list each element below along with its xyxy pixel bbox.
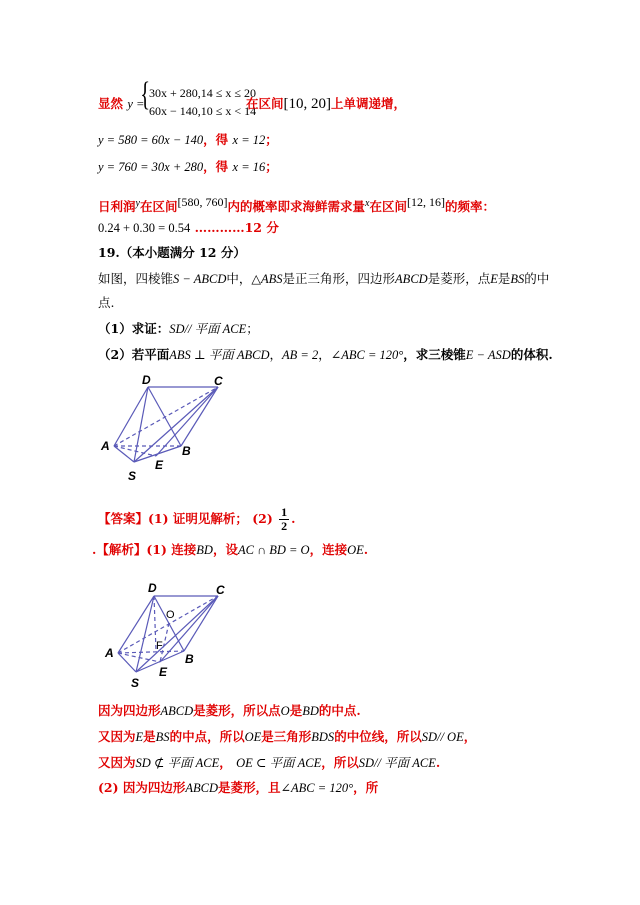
part-math: ABS ⊥ 平面 ABCD [169, 348, 270, 362]
analysis-tag: 【解析】 [96, 542, 147, 557]
proof-math: BD [302, 704, 319, 718]
part-text: ， [318, 347, 331, 362]
label-C: C [214, 374, 223, 388]
proof-math: BDS [311, 730, 335, 744]
proof-text: (2) 因为四边形 [98, 780, 186, 795]
proof-text: ， [219, 755, 232, 770]
label-S: S [128, 469, 137, 483]
analysis-text: (1) 连接 [146, 542, 197, 557]
proof-text: 是 [289, 703, 303, 718]
solution-line-monotonic [98, 95, 144, 113]
proof-math: O [280, 704, 290, 718]
text-a: 日利润 [98, 199, 136, 215]
stem-text: 是正三角形，四边形 [282, 271, 396, 286]
edge-AD [118, 596, 154, 653]
label-A: A [105, 646, 114, 660]
label-D: D [142, 373, 151, 387]
proof-text: 是菱形，所以点 [193, 703, 281, 718]
math-result: x = 16 [232, 160, 266, 174]
edge-AC [114, 387, 218, 446]
fraction-numerator: 1 [281, 505, 288, 519]
proof-text: ，所以 [321, 755, 359, 770]
stem-text: 是 [497, 271, 511, 286]
proof-text: 是 [143, 729, 156, 744]
proof-math: ∠ABC = 120° [280, 781, 354, 795]
proof-math: ABCD [185, 781, 219, 795]
piecewise-brace: { [140, 76, 151, 113]
question-part-2 [98, 346, 553, 364]
analysis-dot: . [92, 542, 97, 557]
proof-text: 因为四边形 [98, 703, 161, 718]
label-E: E [159, 665, 168, 679]
proof-text: 又因为 [98, 755, 136, 770]
proof-text: ， [463, 729, 477, 744]
proof-math: OE [244, 730, 262, 744]
text-prefix: 显然 [98, 96, 124, 111]
edge-AB [118, 651, 184, 653]
text-mid: ，得 [203, 132, 229, 147]
proof-math: SD// OE [421, 730, 464, 744]
proof-math: BS [155, 730, 170, 744]
proof-text: 的中点. [318, 703, 361, 718]
solution-line-x16 [98, 158, 278, 176]
stem-text: 中， [226, 271, 252, 286]
stem-math: S − ABCD [173, 272, 227, 286]
proof-text: 是菱形，且 [218, 780, 281, 795]
part-text: ； [246, 321, 259, 336]
math-y: y [135, 198, 140, 209]
analysis-text: ，连接 [309, 542, 348, 557]
answer-tag: 【答案】 [98, 511, 149, 526]
proof-text: 又因为 [98, 729, 136, 744]
part-text: ， [269, 347, 283, 362]
solution-line-sum [98, 219, 279, 237]
question-stem-line1 [98, 270, 549, 288]
text-e: 的频率： [444, 199, 495, 215]
proof-math: ABCD [160, 704, 194, 718]
math-interval-1: [580, 760] [177, 195, 228, 209]
label-C: C [216, 583, 225, 597]
answer-fraction [279, 506, 289, 533]
label-F: F [156, 640, 163, 652]
piecewise-case-2: 60x − 140,10 ≤ x < 14 [149, 104, 257, 118]
math-x: x [365, 198, 370, 209]
stem-math: △ABS [251, 272, 283, 286]
label-O: O [166, 609, 175, 621]
analysis-math: BD [196, 543, 213, 557]
answer-part1: (1) 证明见解析； [148, 511, 248, 526]
stem-math: E [490, 272, 498, 286]
stem-math: ABCD [395, 272, 428, 286]
stem-text: 是菱形，点 [427, 271, 491, 286]
label-D: D [148, 581, 157, 595]
answer-end: . [291, 511, 296, 526]
score-note: …………12 分 [194, 220, 279, 235]
proof-line-1 [98, 702, 361, 720]
text-mid: 在区间 [246, 96, 284, 111]
proof-text: ，所 [353, 780, 379, 795]
text-end: ； [265, 159, 278, 174]
part-math: ∠ABC = 120° [330, 348, 404, 362]
analysis-line [92, 541, 368, 559]
math-interval: [10, 20] [283, 96, 332, 112]
question-stem-line2: 点. [98, 295, 115, 310]
proof-text: . [435, 755, 441, 770]
edge-CS [136, 596, 218, 672]
part-text: （2）若平面 [98, 347, 170, 362]
answer-line [98, 506, 296, 533]
answer-part2: (2) [252, 511, 273, 526]
fraction-denominator: 2 [281, 519, 288, 533]
solution-line-x12 [98, 131, 278, 149]
analysis-text: ，设 [212, 542, 238, 557]
text-end: ； [265, 132, 278, 147]
analysis-math: AC ∩ BD = O [237, 543, 310, 557]
part-math: SD// 平面 ACE [169, 322, 247, 336]
question-part-1 [98, 320, 259, 338]
math-interval-2: [12, 16] [406, 195, 445, 209]
part-text: （1）求证： [98, 321, 170, 336]
text-b: 在区间 [139, 199, 178, 215]
edge-CB [181, 387, 218, 446]
piecewise-case-1: 30x + 280,14 ≤ x ≤ 20 [149, 86, 256, 100]
proof-text: 的中位线，所以 [334, 729, 422, 744]
proof-math: SD ⊄ 平面 ACE [135, 756, 220, 770]
edge-DB [148, 387, 181, 446]
proof-math: OE ⊂ 平面 ACE [236, 756, 322, 770]
pyramid-figure-2 [96, 576, 256, 696]
proof-math: SD// 平面 ACE [358, 756, 436, 770]
solution-line-probability [98, 193, 495, 216]
text-suffix: 上单调递增， [331, 96, 407, 111]
stem-text: 的中 [524, 271, 550, 286]
stem-math: BS [510, 272, 525, 286]
math-result: x = 12 [232, 133, 266, 147]
part-text: 的体积. [510, 347, 553, 362]
text-d: 在区间 [369, 199, 407, 215]
analysis-text: . [363, 542, 369, 557]
edge-CS [134, 387, 218, 462]
part-math: AB = 2 [282, 348, 319, 362]
text-mid: ，得 [203, 159, 229, 174]
pyramid-figure-1 [96, 372, 256, 492]
proof-line-2 [98, 728, 476, 746]
part-math: E − ASD [465, 348, 511, 362]
proof-math: E [135, 730, 144, 744]
proof-line-3 [98, 754, 440, 772]
math-y: y = [127, 97, 145, 111]
label-A: A [101, 439, 110, 453]
proof-text: 是三角形 [261, 729, 312, 744]
proof-text: 的中点，所以 [169, 729, 245, 744]
edge-AC [118, 596, 218, 653]
part-text: ，求三棱锥 [403, 347, 466, 362]
analysis-math: OE [347, 543, 364, 557]
math-eq: y = 760 = 30x + 280 [98, 160, 204, 174]
label-B: B [182, 444, 191, 458]
label-S: S [131, 676, 140, 690]
question-title: 19.（本小题满分 12 分） [98, 245, 246, 260]
label-B: B [185, 652, 194, 666]
proof-line-4 [98, 779, 378, 797]
text-c: 内的概率即求海鲜需求量 [227, 199, 365, 215]
stem-text: 如图，四棱锥 [98, 271, 174, 286]
math-sum: 0.24 + 0.30 = 0.54 [98, 221, 191, 235]
math-eq: y = 580 = 60x − 140 [98, 133, 204, 147]
label-E: E [155, 458, 164, 472]
solution-line-monotonic-tail [246, 95, 406, 113]
